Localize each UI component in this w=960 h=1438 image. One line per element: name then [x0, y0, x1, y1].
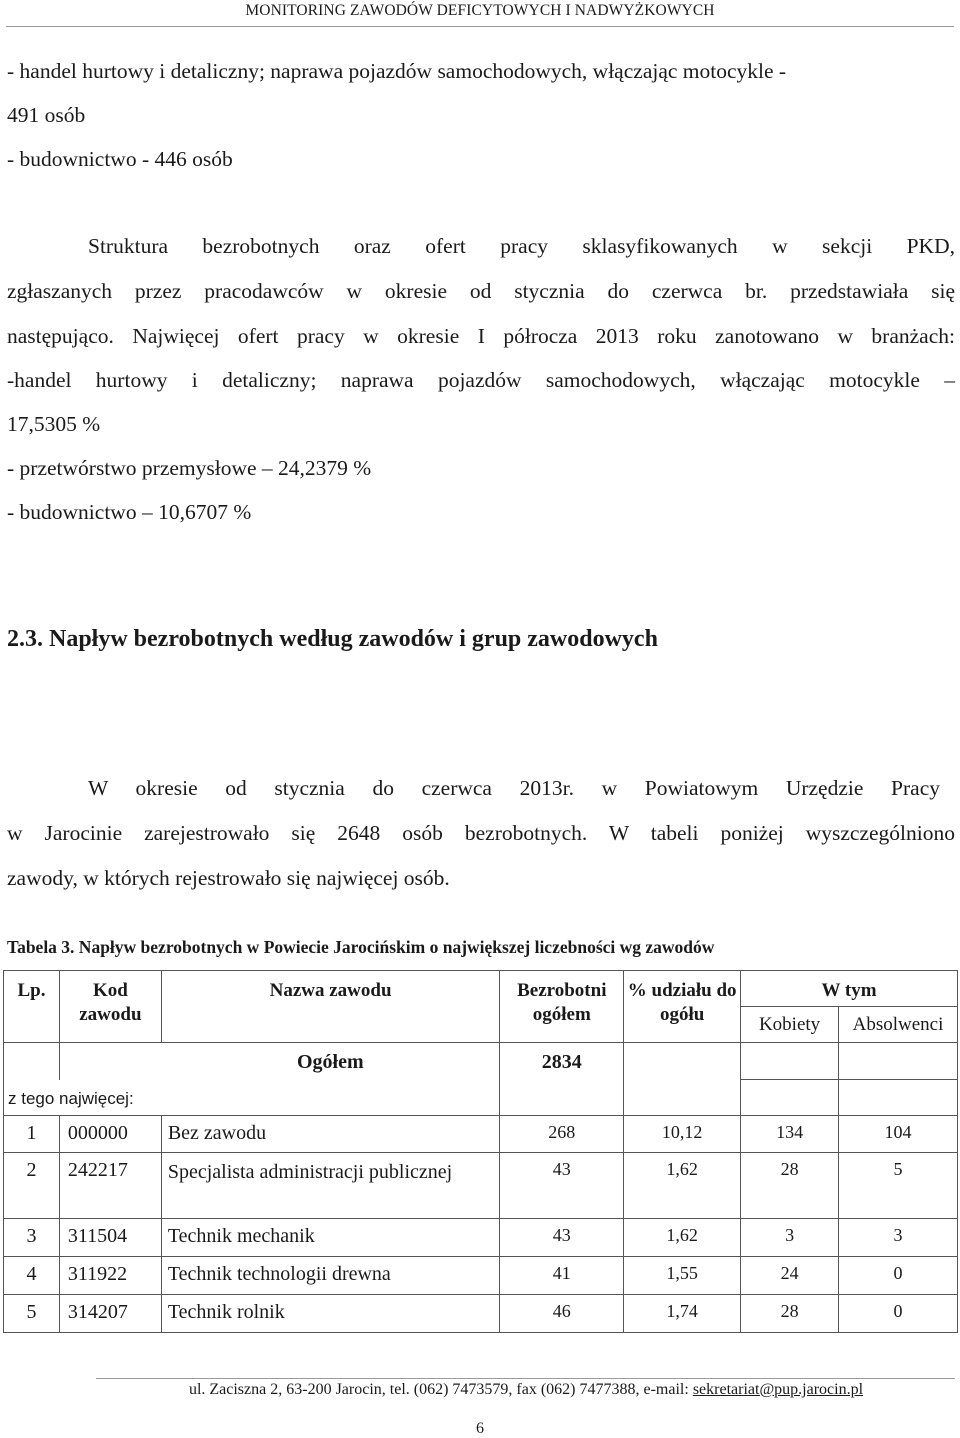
row-kobiety: 3: [741, 1219, 839, 1257]
total-value: 2834: [500, 1043, 624, 1080]
total-absolwenci-cell: [839, 1043, 958, 1080]
row-kod: 311922: [59, 1257, 161, 1295]
page-number: 6: [476, 1420, 484, 1437]
row-nazwa: Bez zawodu: [161, 1116, 500, 1153]
header-nazwa: Nazwa zawodu: [161, 971, 500, 1043]
total-kobiety-cell: [741, 1043, 839, 1080]
table-row: [4, 1116, 958, 1153]
row-kobiety: 24: [741, 1257, 839, 1295]
row-lp: 5: [4, 1295, 60, 1333]
row-udzial: 1,74: [624, 1295, 741, 1333]
row-nazwa: Technik technologii drewna: [161, 1257, 500, 1295]
subheader-row: [4, 1080, 958, 1116]
row-lp: 3: [4, 1219, 60, 1257]
row-lp: 2: [4, 1153, 60, 1219]
paragraph1-line4: -handel hurtowy i detaliczny; naprawa pojazdów samochodowych, włączając motocykle –: [7, 368, 955, 392]
subheader-kobiety-cell: [741, 1080, 839, 1116]
header-kod-label: Kod zawodu: [79, 980, 142, 1025]
row-kod: 314207: [59, 1295, 161, 1333]
total-lp-cell: [4, 1043, 60, 1080]
page-footer: [96, 1381, 956, 1399]
section-title: 2.3. Napływ bezrobotnych według zawodów i grup zawodowych: [7, 626, 658, 652]
header-kod: [59, 971, 161, 1043]
total-label: Ogółem: [161, 1043, 500, 1080]
row-kod: 242217: [59, 1153, 161, 1219]
intro-item-trade: - handel hurtowy i detaliczny; naprawa pojazdów samochodowych, włączając motocykle -: [7, 59, 787, 83]
row-absolwenci: 3: [839, 1219, 958, 1257]
intro-item-trade-count: 491 osób: [7, 103, 86, 127]
row-udzial: 10,12: [624, 1116, 741, 1153]
row-kobiety: 134: [741, 1116, 839, 1153]
subheader-absolwenci-cell: [839, 1080, 958, 1116]
paragraph1-line3: następująco. Najwięcej ofert pracy w okresie I półrocza 2013 roku zanotowano w branżach:: [7, 324, 955, 348]
table-row: [4, 1153, 958, 1219]
header-lp: Lp.: [4, 971, 60, 1043]
intro-item-construction: - budownictwo - 446 osób: [7, 147, 233, 171]
row-lp: 4: [4, 1257, 60, 1295]
header-wtym: W tym: [741, 971, 958, 1007]
row-kod: 000000: [59, 1116, 161, 1153]
total-row: [4, 1043, 958, 1080]
row-bezrobotni: 46: [500, 1295, 624, 1333]
footer-address: ul. Zaciszna 2, 63-200 Jarocin, tel. (062) 7473579, fax (062) 7477388, e-mail:: [188, 1381, 693, 1398]
row-udzial: 1,55: [624, 1257, 741, 1295]
paragraph1-line7: - budownictwo – 10,6707 %: [7, 500, 252, 524]
row-kobiety: 28: [741, 1295, 839, 1333]
footer-divider: [96, 1378, 955, 1379]
header-kobiety: Kobiety: [741, 1007, 839, 1043]
row-absolwenci: 0: [839, 1257, 958, 1295]
header-absolwenci: Absolwenci: [839, 1007, 958, 1043]
subheader-bezrobotni-cell: [500, 1080, 624, 1116]
row-absolwenci: 0: [839, 1295, 958, 1333]
paragraph1-line1: Struktura bezrobotnych oraz ofert pracy sklasyfikowanych w sekcji PKD,: [88, 234, 955, 258]
row-bezrobotni: 43: [500, 1219, 624, 1257]
unemployment-table: [3, 970, 958, 1333]
row-kod: 311504: [59, 1219, 161, 1257]
footer-email-link[interactable]: sekretariat@pup.jarocin.pl: [692, 1381, 864, 1398]
subheader-label: z tego najwięcej:: [4, 1080, 500, 1116]
row-nazwa: Technik rolnik: [161, 1295, 500, 1333]
row-absolwenci: 5: [839, 1153, 958, 1219]
paragraph1-line2: zgłaszanych przez pracodawców w okresie od stycznia do czerwca br. przedstawiała się: [7, 279, 955, 303]
paragraph2-line3: zawody, w których rejestrowało się najwięcej osób.: [7, 866, 450, 890]
row-lp: 1: [4, 1116, 60, 1153]
total-udzial-cell: [624, 1043, 741, 1080]
row-bezrobotni: 41: [500, 1257, 624, 1295]
table-row: [4, 1295, 958, 1333]
row-udzial: 1,62: [624, 1153, 741, 1219]
header-bezrobotni: Bezrobotni ogółem: [500, 971, 624, 1043]
table-row: [4, 1219, 958, 1257]
row-absolwenci: 104: [839, 1116, 958, 1153]
paragraph1-line5: 17,5305 %: [7, 412, 101, 436]
row-nazwa: Specjalista administracji publicznej: [161, 1153, 500, 1219]
header-udzial: % udziału do ogółu: [624, 971, 741, 1043]
total-kod-cell: [59, 1043, 161, 1080]
subheader-udzial-cell: [624, 1080, 741, 1116]
row-udzial: 1,62: [624, 1219, 741, 1257]
row-kobiety: 28: [741, 1153, 839, 1219]
row-nazwa: Technik mechanik: [161, 1219, 500, 1257]
paragraph2-line2: w Jarocinie zarejestrowało się 2648 osób bezrobotnych. W tabeli poniżej wyszczególniono: [7, 821, 955, 845]
page-header: MONITORING ZAWODÓW DEFICYTOWYCH I NADWYŻKOWYCH: [245, 2, 715, 19]
paragraph2-line1: W okresie od stycznia do czerwca 2013r. w Powiatowym Urzędzie Pracy: [88, 776, 940, 800]
table-caption: Tabela 3. Napływ bezrobotnych w Powiecie Jarocińskim o największej liczebności wg zawodów: [7, 937, 715, 957]
table-row: [4, 1257, 958, 1295]
paragraph1-line6: - przetwórstwo przemysłowe – 24,2379 %: [7, 456, 372, 480]
header-divider: [6, 26, 954, 27]
row-bezrobotni: 268: [500, 1116, 624, 1153]
row-bezrobotni: 43: [500, 1153, 624, 1219]
